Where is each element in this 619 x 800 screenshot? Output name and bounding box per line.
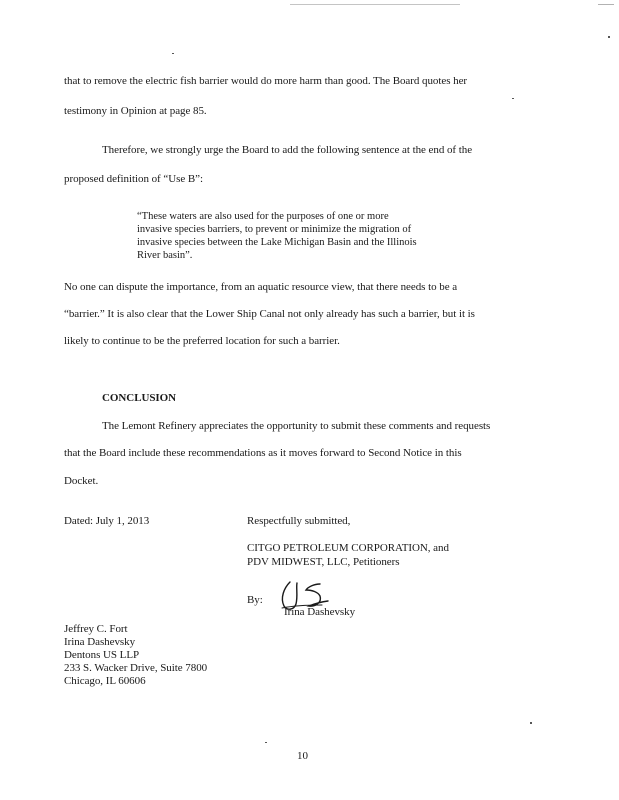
scan-artifact [530, 722, 532, 724]
counsel-line: Jeffrey C. Fort [64, 623, 128, 635]
body-text-line: “barrier.” It is also clear that the Lower Ship Canal not only already has such a barrier, but it is [64, 308, 475, 320]
body-text-line: proposed definition of “Use B”: [64, 173, 203, 185]
counsel-line: Chicago, IL 60606 [64, 675, 146, 687]
block-quote-line: invasive species between the Lake Michigan Basin and the Illinois [137, 237, 417, 248]
company-name-line: PDV MIDWEST, LLC, Petitioners [247, 556, 400, 568]
scan-artifact [265, 742, 267, 743]
counsel-line: Irina Dashevsky [64, 636, 136, 648]
block-quote-line: “These waters are also used for the purposes of one or more [137, 211, 389, 222]
signer-name: Irina Dashevsky [284, 606, 356, 618]
conclusion-heading: CONCLUSION [102, 392, 177, 404]
date-line: Dated: July 1, 2013 [64, 515, 150, 527]
body-text-line: The Lemont Refinery appreciates the opportunity to submit these comments and requests [102, 420, 491, 432]
block-quote-line: River basin”. [137, 250, 193, 261]
body-text-line: likely to continue to be the preferred location for such a barrier. [64, 335, 340, 347]
body-text-line: that to remove the electric fish barrier would do more harm than good. The Board quotes her [64, 75, 468, 87]
body-text-line: that the Board include these recommendations as it moves forward to Second Notice in this [64, 447, 462, 459]
respectfully-submitted: Respectfully submitted, [247, 515, 351, 527]
body-text-line: Docket. [64, 475, 99, 487]
scan-artifact [598, 4, 614, 5]
block-quote-line: invasive species barriers, to prevent or minimize the migration of [137, 224, 412, 235]
body-text-line: testimony in Opinion at page 85. [64, 105, 207, 117]
by-label: By: [247, 594, 263, 606]
scan-artifact [608, 36, 610, 38]
company-name-line: CITGO PETROLEUM CORPORATION, and [247, 542, 449, 554]
counsel-line: Dentons US LLP [64, 649, 140, 661]
counsel-line: 233 S. Wacker Drive, Suite 7800 [64, 662, 208, 674]
body-text-line: Therefore, we strongly urge the Board to add the following sentence at the end of the [102, 144, 473, 156]
scan-artifact [512, 98, 514, 99]
body-text-line: No one can dispute the importance, from an aquatic resource view, that there needs to be a [64, 281, 458, 293]
page-number: 10 [297, 750, 308, 762]
scan-artifact [172, 53, 174, 54]
scan-artifact [290, 4, 460, 5]
